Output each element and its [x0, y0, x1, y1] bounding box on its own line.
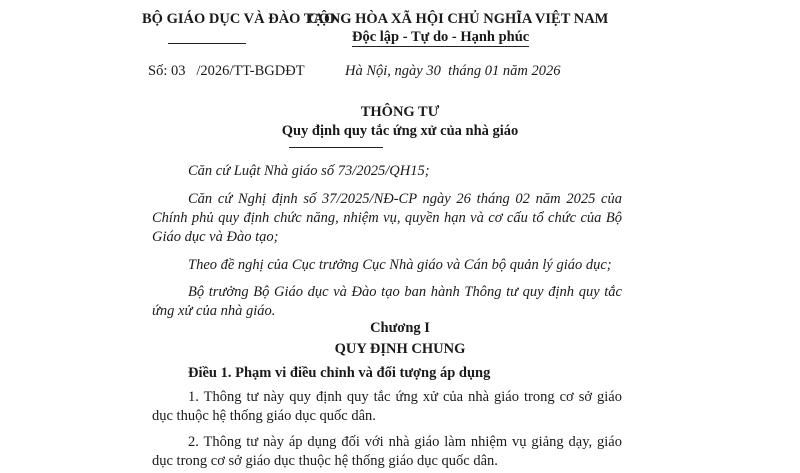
- article-1-clause-1-line1: 1. Thông tư này quy định quy tắc ứng xử của nhà giáo trong cơ sở giáo: [188, 389, 622, 405]
- document-type: THÔNG TƯ: [360, 104, 440, 120]
- ministry-name: BỘ GIÁO DỤC VÀ ĐÀO TẠO: [142, 11, 336, 27]
- article-1-clause-2-line1: 2. Thông tư này áp dụng đối với nhà giáo làm nhiệm vụ giảng dạy, giáo: [188, 434, 622, 450]
- preamble-decree-line3: Giáo dục và Đào tạo;: [152, 229, 279, 245]
- article-1-heading: Điều 1. Phạm vi điều chỉnh và đối tượng áp dụng: [188, 365, 491, 381]
- document-subject: Quy định quy tắc ứng xử của nhà giáo: [281, 123, 519, 139]
- chapter-number: Chương I: [370, 320, 430, 336]
- title-underline: [289, 147, 383, 148]
- place-date: Hà Nội, ngày 30 tháng 01 năm 2026: [345, 63, 561, 79]
- ministry-underline: [168, 43, 246, 44]
- preamble-decree-line2: Chính phủ quy định chức năng, nhiệm vụ, quyền hạn và cơ cấu tổ chức của Bộ: [152, 210, 622, 226]
- preamble-decree-line1: Căn cứ Nghị định số 37/2025/NĐ-CP ngày 26 tháng 02 năm 2025 của: [188, 191, 622, 207]
- chapter-title: QUY ĐỊNH CHUNG: [334, 341, 466, 357]
- article-1-clause-1-line2: dục thuộc hệ thống giáo dục quốc dân.: [152, 408, 376, 424]
- preamble-proposal: Theo đề nghị của Cục trưởng Cục Nhà giáo và Cán bộ quản lý giáo dục;: [188, 257, 612, 273]
- preamble-minister-line2: ứng xử của nhà giáo.: [152, 303, 276, 319]
- article-1-clause-2-line2: dục trong cơ sở giáo dục thuộc hệ thống giáo dục quốc dân.: [152, 453, 498, 469]
- document-number: Số: 03 /2026/TT-BGDĐT: [148, 63, 305, 79]
- nation-name: CỘNG HÒA XÃ HỘI CHỦ NGHĨA VIỆT NAM: [308, 11, 609, 27]
- preamble-law: Căn cứ Luật Nhà giáo số 73/2025/QH15;: [188, 163, 430, 179]
- motto: Độc lập - Tự do - Hạnh phúc: [352, 29, 530, 45]
- preamble-minister-line1: Bộ trưởng Bộ Giáo dục và Đào tạo ban hành Thông tư quy định quy tắc: [188, 284, 622, 300]
